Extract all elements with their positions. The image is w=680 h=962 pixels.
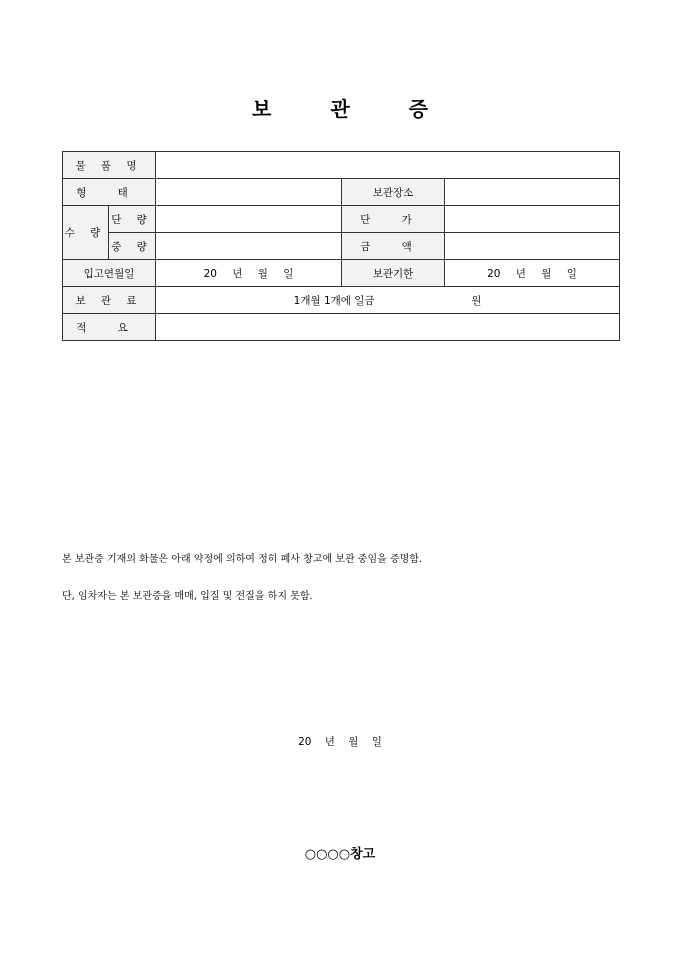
- storage-period-value[interactable]: 20 년 월 일: [445, 260, 620, 287]
- amount-label: 금 액: [342, 233, 445, 260]
- issue-date: 20 년 월 일: [298, 736, 382, 748]
- row-item-name: [63, 152, 620, 179]
- storage-form-table: [62, 151, 620, 341]
- remarks-field[interactable]: [156, 314, 620, 341]
- storage-place-field[interactable]: [445, 179, 620, 206]
- remarks-label: 적 요: [63, 314, 156, 341]
- storage-fee-unit: 원: [471, 294, 482, 307]
- condition-text: 단, 임차자는 본 보관증을 매매, 입질 및 전질을 하지 못함.: [62, 591, 313, 602]
- company-name: ○○○○창고: [304, 847, 376, 862]
- item-name-field[interactable]: [156, 152, 620, 179]
- item-name-label: 물 품 명: [63, 152, 156, 179]
- weight-label: 중 량: [109, 233, 156, 260]
- form-label: 형 태: [63, 179, 156, 206]
- row-weight: [63, 233, 620, 260]
- row-form: [63, 179, 620, 206]
- amount-field[interactable]: [445, 233, 620, 260]
- storage-fee-label: 보 관 료: [63, 287, 156, 314]
- quantity-label: 수 량: [63, 206, 109, 260]
- unit-price-label: 단 가: [342, 206, 445, 233]
- document-title: 보 관 증: [252, 97, 454, 121]
- unit-qty-label: 단 량: [109, 206, 156, 233]
- entry-date-label: 입고연월일: [63, 260, 156, 287]
- row-unit: [63, 206, 620, 233]
- row-fee: [63, 287, 620, 314]
- storage-period-label: 보관기한: [342, 260, 445, 287]
- storage-fee-field[interactable]: [156, 287, 620, 314]
- entry-date-value[interactable]: 20 년 월 일: [156, 260, 342, 287]
- statement-text: 본 보관증 기재의 화물은 아래 약정에 의하여 정히 폐사 창고에 보관 중임을 증명함.: [62, 554, 423, 565]
- weight-field[interactable]: [156, 233, 342, 260]
- row-dates: [63, 260, 620, 287]
- unit-qty-field[interactable]: [156, 206, 342, 233]
- unit-price-field[interactable]: [445, 206, 620, 233]
- row-remarks: [63, 314, 620, 341]
- form-field[interactable]: [156, 179, 342, 206]
- storage-fee-text: 1개월 1개에 일금: [293, 294, 375, 307]
- storage-place-label: 보관장소: [342, 179, 445, 206]
